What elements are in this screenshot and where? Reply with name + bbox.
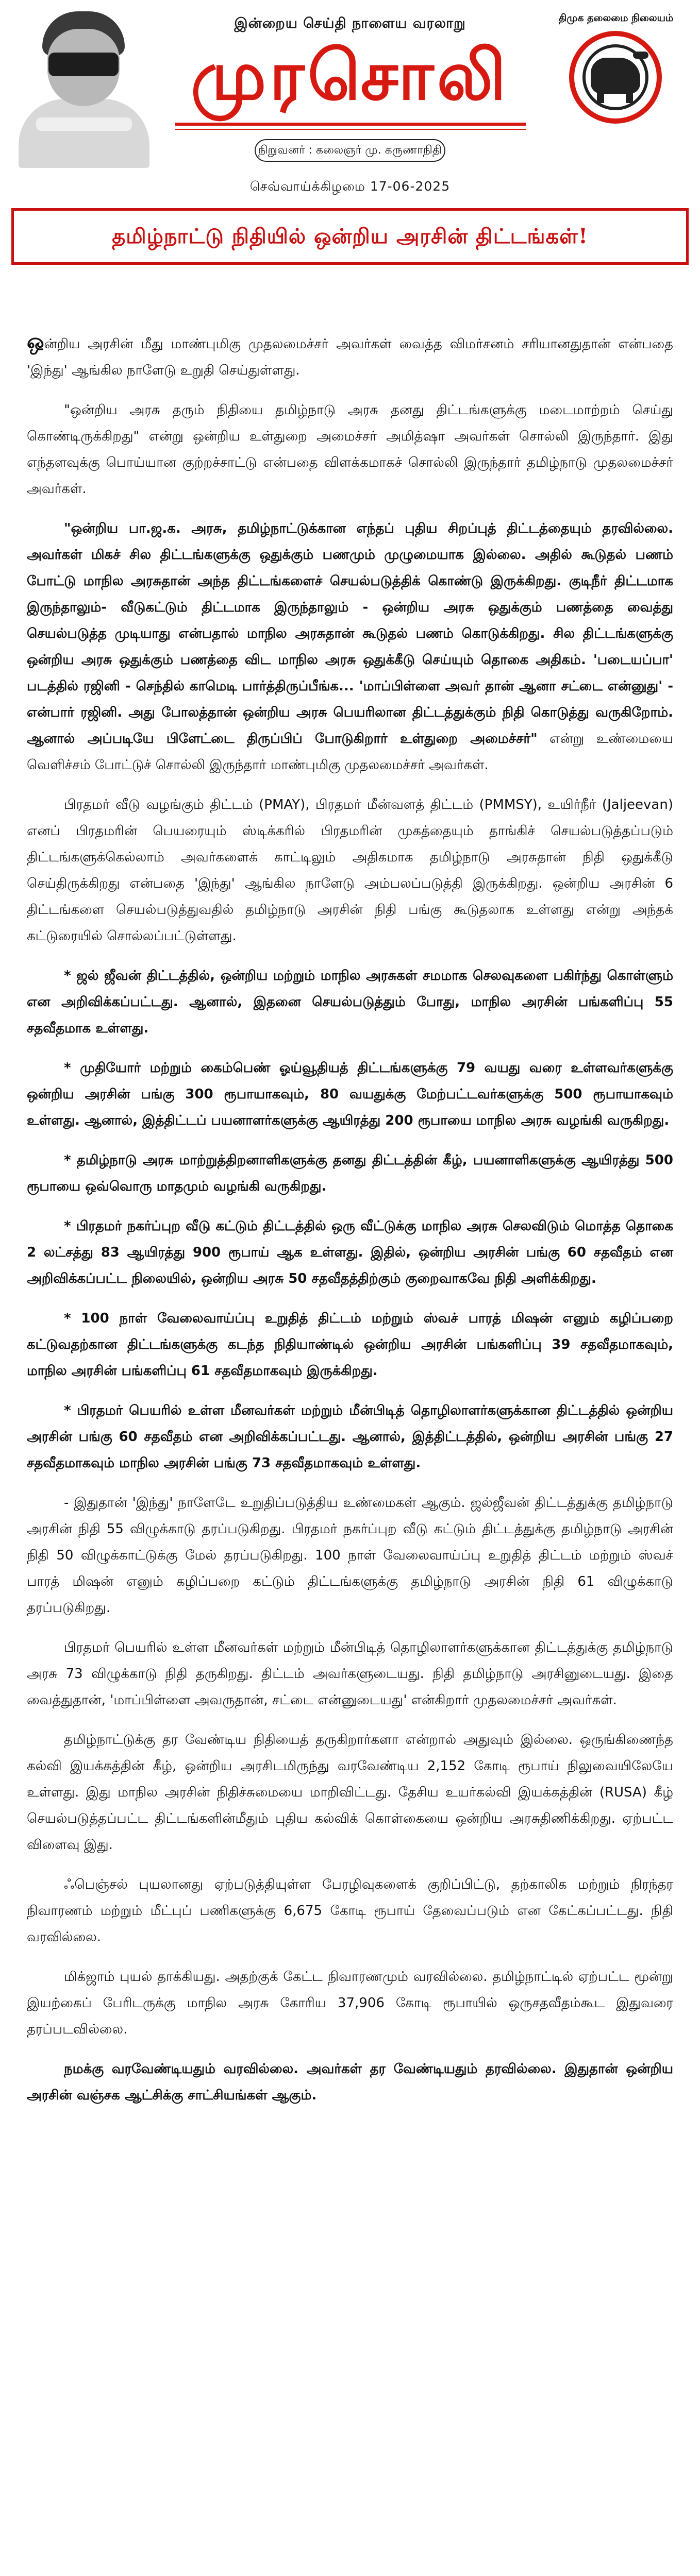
divider [175, 129, 526, 130]
article-body [27, 329, 673, 2122]
bullet-item: * பிரதமர் நகர்ப்புற வீடு கட்டும் திட்டத்தில் ஒரு வீட்டுக்கு மாநில அரசு செலவிடும் மொத்த தொகை 2 லட்சத்து 83 ஆயிரத்து 900 ரூபாய் ஆக உள்ளது. இதில், ஒன்றிய அரசின் பங்கு 60 சதவீதம் என அறிவிக்கப்பட்ட நிலையில், ஒன்றிய அரசு 50 சதவீதத்திற்கும் குறைவாகவே நிதி அளிக்கிறது. [27, 1218, 673, 1286]
paragraph: ஒன்றிய அரசின் மீது மாண்புமிகு முதலமைச்சர் அவர்கள் வைத்த விமர்சனம் சரியானதுதான் என்பதை 'இந்து' ஆங்கில நாளேடு உறுதி செய்துள்ளது. [27, 330, 673, 378]
bullet-item: * தமிழ்நாடு அரசு மாற்றுத்திறனாளிகளுக்கு தனது திட்டத்தின் கீழ், பயனாளிகளுக்கு ஆயிரத்து 500 ரூபாயை ஒவ்வொரு மாதமும் வழங்கி வருகிறது. [27, 1153, 673, 1194]
closing-paragraph: நமக்கு வரவேண்டியதும் வரவில்லை. அவர்கள் தர வேண்டியதும் தரவில்லை. இதுதான் ஒன்றிய அரசின் வஞ்சக ஆட்சிக்கு சாட்சியங்கள் ஆகும். [27, 2061, 673, 2103]
bullet-item: * பிரதமர் பெயரில் உள்ள மீனவர்கள் மற்றும் மீன்பிடித் தொழிலாளர்களுக்கான திட்டத்தில் ஒன்றிய அரசின் பங்கு 60 சதவீதம் என அறிவிக்கப்பட்டது. ஆனால், இத்திட்டத்தில், ஒன்றிய அரசின் பங்கு 27 சதவீதமாகவும் மாநில அரசின் பங்கு 73 சதவீதமாகவும் உள்ளது. [27, 1403, 673, 1471]
newspaper-logo: முரசொலி [191, 36, 509, 115]
party-emblem [546, 10, 686, 160]
drop-cap: ஒ [27, 330, 44, 353]
divider [175, 123, 526, 126]
paragraph: ஃபெஞ்சல் புயலானது ஏற்படுத்தியுள்ள பேரழிவுகளைக் குறிப்பிட்டு, தற்காலிக மற்றும் நிரந்தர நிவாரணம் மற்றும் மீட்புப் பணிகளுக்கு 6,675 கோடி ரூபாய் தேவைப்படும் என கேட்கப்பட்டது. நிதி வரவில்லை. [27, 1877, 673, 1945]
paragraph: பிரதமர் பெயரில் உள்ள மீனவர்கள் மற்றும் மீன்பிடித் தொழிலாளர்களுக்கான திட்டத்துக்கு தமிழ்நாடு அரசு 73 விழுக்காடு நிதி தருகிறது. திட்டம் அவர்களுடையது. நிதி தமிழ்நாடு அரசினுடையது. இதை வைத்துதான், 'மாப்பிள்ளை அவருதான், சட்டை என்னுடையது' என்கிறார் முதலமைச்சர் அவர்கள். [27, 1640, 673, 1708]
quote-paragraph: "ஒன்றிய பா.ஜ.க. அரசு, தமிழ்நாட்டுக்கான எந்தப் புதிய சிறப்புத் திட்டத்தையும் தரவில்லை. அவர்கள் மிகச் சில திட்டங்களுக்கு ஒதுக்கும் பணமும் முழுமையாக இல்லை. அதில் கூடுதல் பணம் போட்டு மாநில அரசுதான் அந்த திட்டங்களைச் செயல்படுத்திக் கொண்டு இருக்கிறது. குடிநீர் திட்டமாக இருந்தாலும்- வீடுகட்டும் திட்டமாக இருந்தாலும் - ஒன்றிய அரசு ஒதுக்கும் பணத்தை வைத்து செயல்படுத்த முடியாது என்பதால் மாநில அரசுதான் கூடுதல் பணம் கொடுக்கிறது. சில திட்டங்களுக்கு ஒன்றிய அரசு ஒதுக்கும் பணத்தை விட மாநில அரசு ஒதுக்கீடு செய்யும் தொகை அதிகம். 'படையப்பா' படத்தில் ரஜினி - செந்தில் காமெடி பார்த்திருப்பீங்க... 'மாப்பிள்ளை அவர் தான் ஆனா சட்டை என்னுது' - என்பார் ரஜினி. அது போலத்தான் ஒன்றிய அரசு பெயரிலான திட்டத்துக்கும் நிதி கொடுத்து வருகிறோம். ஆனால் அப்படியே பிளேட்டை திருப்பிப் போடுகிறார் உள்துறை அமைச்சர்" என்று உண்மையை வெளிச்சம் போட்டுச் சொல்லி இருந்தார் மாண்புமிகு முதலமைச்சர் அவர்கள். [27, 521, 674, 773]
masthead [0, 0, 700, 204]
emblem-text: திமுக தலைமை நிலையம் [558, 12, 674, 24]
bullet-item: * முதியோர் மற்றும் கைம்பெண் ஓய்வூதியத் திட்டங்களுக்கு 79 வயது வரை உள்ளவர்களுக்கு ஒன்றிய அரசின் பங்கு 300 ரூபாயாகவும், 80 வயதுக்கு மேற்பட்டவர்களுக்கு 500 ரூபாயாகவும் உள்ளது. ஆனால், இத்திட்டப் பயனாளர்களுக்கு ஆயிரத்து 200 ரூபாயை மாநில அரசு வழங்கி வருகிறது. [27, 1060, 673, 1128]
paragraph: தமிழ்நாட்டுக்கு தர வேண்டிய நிதியைத் தருகிறார்களா என்றால் அதுவும் இல்லை. ஒருங்கிணைந்த கல்வி இயக்கத்தின் கீழ், ஒன்றிய அரசிடமிருந்து வரவேண்டிய 2,152 கோடி ரூபாய் நிலுவையிலேயே உள்ளது. இது மாநில அரசின் நிதிச்சுமையை மாறிவிட்டது. தேசிய உயர்கல்வி இயக்கத்தின் (RUSA) கீழ் செயல்படுத்தப்பட்ட திட்டங்களின்மீதும் புதிய கல்விக் கொள்கையை ஒன்றிய அரசுதிணிக்கிறது. ஏற்பட்ட விளைவு இது. [27, 1732, 673, 1853]
article-headline: தமிழ்நாட்டு நிதியில் ஒன்றிய அரசின் திட்டங்கள்! [11, 208, 689, 265]
bullet-item: * 100 நாள் வேலைவாய்ப்பு உறுதித் திட்டம் மற்றும் ஸ்வச் பாரத் மிஷன் எனும் கழிப்பறை கட்டுவதற்கான திட்டங்களுக்கு கடந்த நிதியாண்டில் ஒன்றிய அரசின் பங்களிப்பு 39 சதவீதமாகவும், மாநில அரசின் பங்களிப்பு 61 சதவீதமாகவும் இருக்கிறது. [27, 1311, 673, 1379]
paragraph: மிக்ஜாம் புயல் தாக்கியது. அதற்குக் கேட்ட நிவாரணமும் வரவில்லை. தமிழ்நாட்டில் ஏற்பட்ட மூன்று இயற்கைப் பேரிடருக்கு மாநில அரசு கோரிய 37,906 கோடி ரூபாயில் ஒருசதவீதம்கூட இதுவரை தரப்படவில்லை. [27, 1969, 673, 2037]
masthead-tagline: இன்றைய செய்தி நாளைய வரலாறு [234, 15, 466, 31]
paragraph: "ஒன்றிய அரசு தரும் நிதியை தமிழ்நாடு அரசு தனது திட்டங்களுக்கு மடைமாற்றம் செய்து கொண்டிருக்கிறது" என்று ஒன்றிய உள்துறை அமைச்சர் அமித்ஷா அவர்கள் சொல்லி இருந்தார். இது எந்தளவுக்கு பொய்யான குற்றச்சாட்டு என்பதை விளக்கமாகச் சொல்லி இருந்தார் தமிழ்நாடு முதலமைச்சர் அவர்கள். [27, 402, 673, 497]
paragraph: - இதுதான் 'இந்து' நாளேடே உறுதிப்படுத்திய உண்மைகள் ஆகும். ஜல்ஜீவன் திட்டத்துக்கு தமிழ்நாடு அரசின் நிதி 55 விழுக்காடு தரப்படுகிறது. பிரதமர் நகர்ப்புற வீடு கட்டும் திட்டத்துக்கு தமிழ்நாடு அரசின் நிதி 50 விழுக்காட்டுக்கு மேல் தரப்படுகிறது. 100 நாள் வேலைவாய்ப்பு உறுதித் திட்டம் மற்றும் ஸ்வச் பாரத் மிஷன் எனும் கழிப்பறை கட்டும் திட்டங்களுக்கு தமிழ்நாடு அரசின் நிதி 61 விழுக்காடு தரப்படுகிறது. [27, 1495, 673, 1616]
paragraph: பிரதமர் வீடு வழங்கும் திட்டம் (PMAY), பிரதமர் மீன்வளத் திட்டம் (PMMSY), உயிர்நீர் (Jaljeevan) எனப் பிரதமரின் பெயரையும் ஸ்டிக்கரில் பிரதமரின் முகத்தையும் தாங்கிச் செயல்படுத்தப்படும் திட்டங்களுக்கெல்லாம் அவர்களைக் காட்டிலும் அதிகமாக தமிழ்நாடு அரசுதான் நிதி ஒதுக்கீடு செய்திருக்கிறது என்பதை 'இந்து' ஆங்கில நாளேடு அம்பலப்படுத்தி இருக்கிறது. ஒன்றிய அரசின் 6 திட்டங்களை செயல்படுத்துவதில் தமிழ்நாடு அரசின் நிதி பங்கு கூடுதலாக உள்ளது என்று அந்தக் கட்டுரையில் சொல்லப்பட்டுள்ளது. [27, 797, 673, 944]
bullet-item: * ஜல் ஜீவன் திட்டத்தில், ஒன்றிய மற்றும் மாநில அரசுகள் சமமாக செலவுகளை பகிர்ந்து கொள்ளும் என அறிவிக்கப்பட்டது. ஆனால், இதனை செயல்படுத்தும் போது, மாநில அரசின் பங்களிப்பு 55 சதவீதமாக உள்ளது. [27, 968, 673, 1036]
issue-date: செவ்வாய்க்கிழமை 17-06-2025 [249, 179, 451, 194]
founder-label: நிறுவனர் : கலைஞர் மு. கருணாநிதி [255, 139, 445, 162]
